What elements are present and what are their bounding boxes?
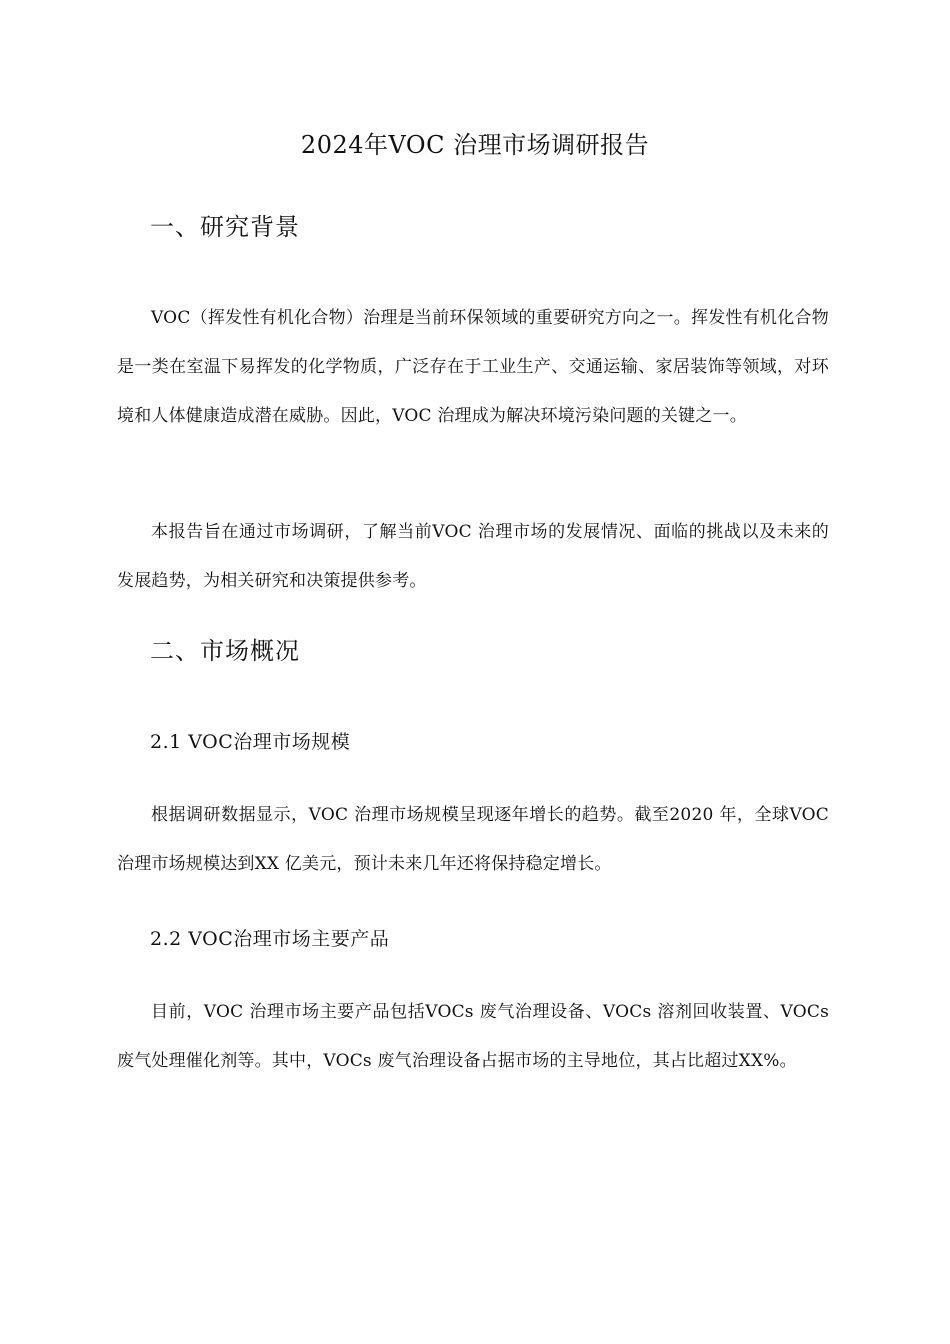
section-heading-market-overview: 二、市场概况 xyxy=(150,637,300,665)
document-title: 2024年VOC 治理市场调研报告 xyxy=(300,131,650,159)
paragraph-market-size: 根据调研数据显示，VOC 治理市场规模呈现逐年增长的趋势。截至2020 年，全球VOC 治理市场规模达到XX 亿美元，预计未来几年还将保持稳定增长。 xyxy=(117,805,829,874)
subsection-heading-market-size: 2.1 VOC治理市场规模 xyxy=(150,731,351,753)
subsection-heading-main-products: 2.2 VOC治理市场主要产品 xyxy=(150,928,390,950)
paragraph-voc-definition: VOC（挥发性有机化合物）治理是当前环保领域的重要研究方向之一。挥发性有机化合物是一类在室温下易挥发的化学物质，广泛存在于工业生产、交通运输、家居装饰等领域，对环境和人体健康造成潜在威胁。因此，VOC 治理成为解决环境污染问题的关键之一。 xyxy=(117,308,829,426)
paragraph-report-purpose: 本报告旨在通过市场调研，了解当前VOC 治理市场的发展情况、面临的挑战以及未来的发展趋势，为相关研究和决策提供参考。 xyxy=(117,522,829,591)
paragraph-main-products: 目前，VOC 治理市场主要产品包括VOCs 废气治理设备、VOCs 溶剂回收装置、VOCs 废气处理催化剂等。其中，VOCs 废气治理设备占据市场的主导地位，其占比超过XX%。 xyxy=(117,1002,829,1071)
section-heading-research-background: 一、研究背景 xyxy=(150,213,300,241)
